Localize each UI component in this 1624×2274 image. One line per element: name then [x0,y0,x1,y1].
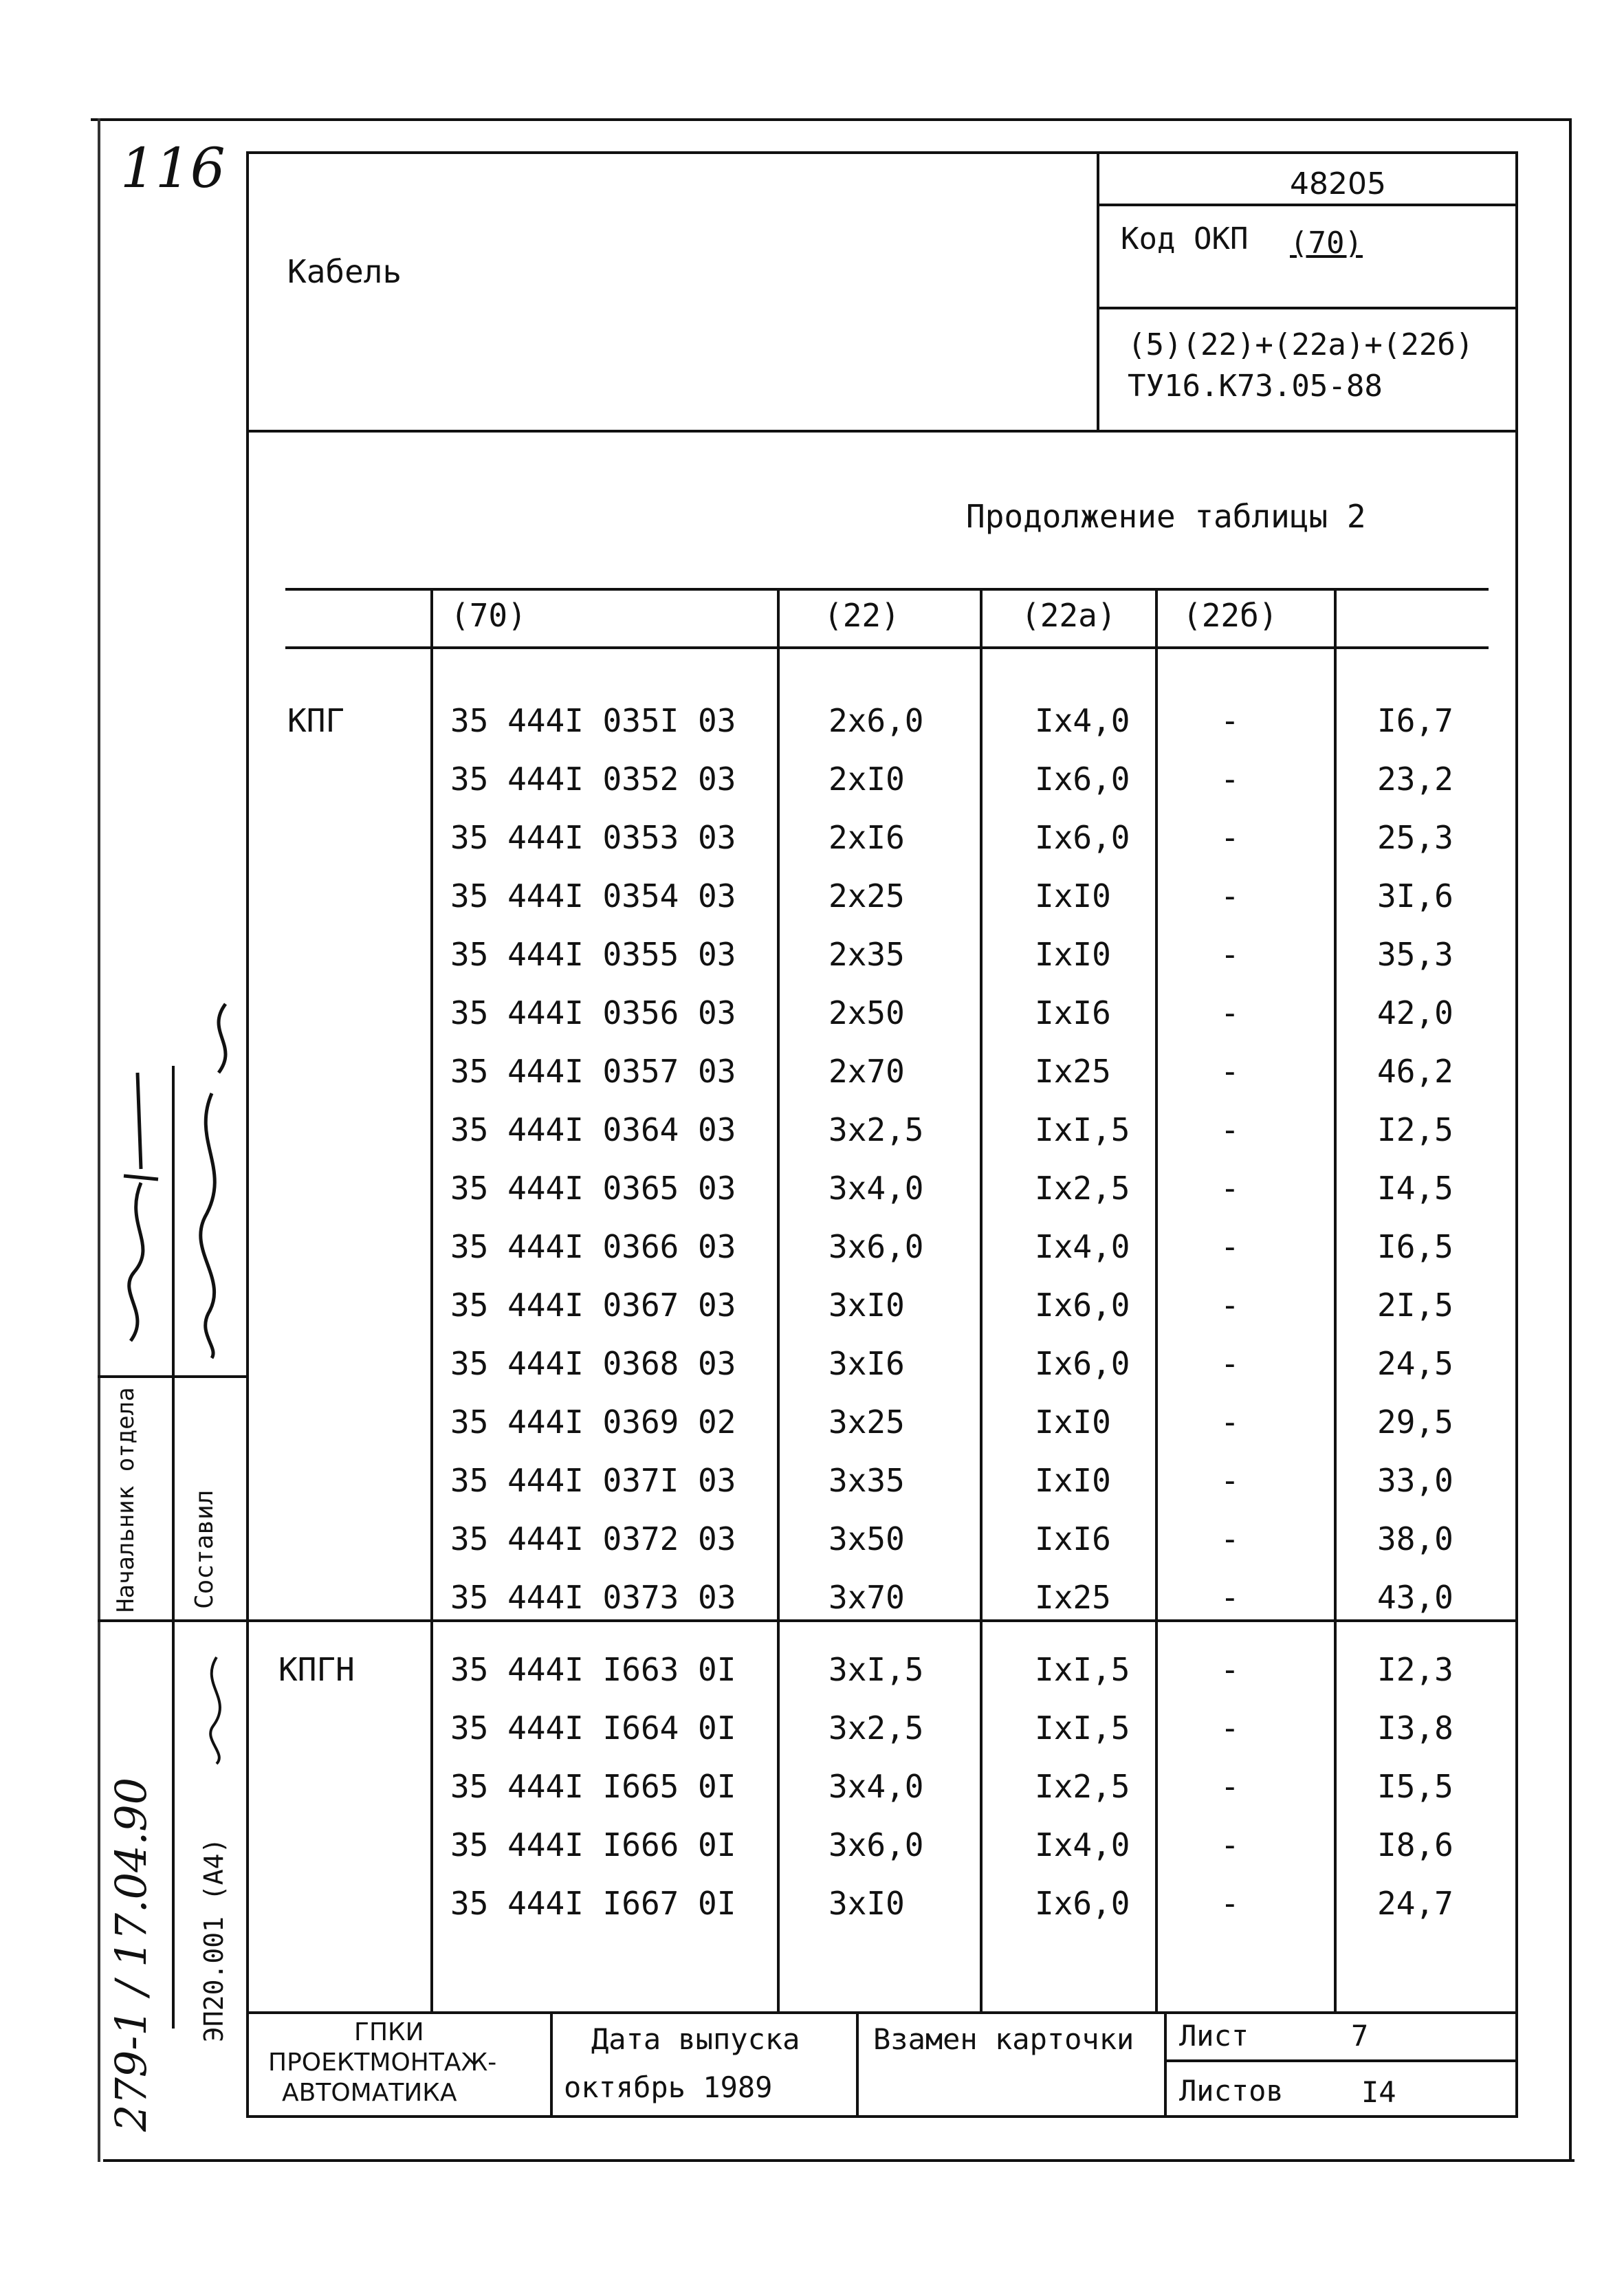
group-label-kpgn: КПГН [278,1651,355,1688]
cell-22: 3х2,5 [829,1111,924,1148]
cell-22a: IхI,5 [1035,1651,1130,1688]
table-col-line-1 [430,588,433,2011]
cell-22: 2х35 [829,936,905,973]
cell-value: I6,7 [1377,702,1453,739]
cell-value: I8,6 [1377,1826,1453,1863]
cell-22: 3х6,0 [829,1826,924,1863]
cell-code: 35 444I I663 0I [450,1651,736,1688]
table-top-rule [285,588,1489,591]
cell-22b: - [1220,1651,1240,1688]
spec-line-1: (5)(22)+(22а)+(22б) [1128,327,1474,362]
cell-code: 35 444I I665 0I [450,1768,736,1805]
cell-22b: - [1220,1170,1240,1207]
cell-22a: Iх6,0 [1035,1287,1130,1324]
table-col-line-5 [1334,588,1337,2011]
signature-compiler [177,990,246,1362]
inner-frame-bottom [246,2115,1518,2118]
cell-22a: Iх25 [1035,1053,1111,1090]
sheets-label: Листов [1179,2074,1284,2108]
card-title: Кабель [287,253,402,290]
cell-22a: Iх4,0 [1035,1228,1130,1265]
cell-code: 35 444I 0357 03 [450,1053,736,1090]
cell-value: 23,2 [1377,761,1453,798]
spec-line-2: ТУ16.К73.05-88 [1128,369,1383,404]
cell-22b: - [1220,877,1240,915]
cell-22: 3хI0 [829,1885,905,1922]
cell-value: I4,5 [1377,1170,1453,1207]
inner-frame-left [246,151,249,2118]
cell-22a: IхI6 [1035,994,1111,1031]
cell-value: 33,0 [1377,1462,1453,1499]
signature-small [193,1650,241,1767]
side-strip-divider [172,1066,175,2029]
cell-22: 3х70 [829,1579,905,1616]
footer-col-line-2 [856,2011,859,2116]
cell-value: 43,0 [1377,1579,1453,1616]
okp-value: (70) [1290,226,1363,261]
header-divider [246,430,1518,433]
cell-value: 42,0 [1377,994,1453,1031]
cell-code: 35 444I 0369 02 [450,1403,736,1441]
cell-22a: Iх6,0 [1035,1345,1130,1382]
cell-22: 2хI0 [829,761,905,798]
cell-22b: - [1220,1709,1240,1747]
cell-code: 35 444I 0368 03 [450,1345,736,1382]
cell-value: I6,5 [1377,1228,1453,1265]
cell-22a: Iх6,0 [1035,819,1130,856]
cell-code: 35 444I I667 0I [450,1885,736,1922]
cell-code: 35 444I 0372 03 [450,1520,736,1557]
org-line-2: ПРОЕКТМОНТАЖ- [268,2048,497,2077]
cell-22: 2х6,0 [829,702,924,739]
col-header-70: (70) [450,597,527,634]
cell-value: 38,0 [1377,1520,1453,1557]
handwritten-reference: 279-1 / 17.04.90 [106,1777,156,2132]
header-right-line-2 [1097,307,1517,309]
head-of-department-label: Начальник отдела [112,1387,140,1612]
group-separator [246,1619,1518,1622]
cell-22: 3х35 [829,1462,905,1499]
cell-22b: - [1220,1345,1240,1382]
outer-frame-top [91,118,1570,121]
cell-value: I5,5 [1377,1768,1453,1805]
cell-22a: IхI,5 [1035,1111,1130,1148]
cell-22b: - [1220,702,1240,739]
table-col-line-2 [777,588,780,2011]
table-header-rule [285,646,1489,649]
col-header-22: (22) [824,597,900,634]
cell-value: 3I,6 [1377,877,1453,915]
cell-22a: IхI0 [1035,877,1111,915]
cell-22a: IхI0 [1035,1403,1111,1441]
code-number: 48205 [1290,166,1386,201]
sheets-value: I4 [1361,2075,1396,2109]
cell-22b: - [1220,1403,1240,1441]
cell-22b: - [1220,936,1240,973]
cell-22b: - [1220,1287,1240,1324]
cell-code: 35 444I I664 0I [450,1709,736,1747]
cell-value: 35,3 [1377,936,1453,973]
cell-22b: - [1220,1885,1240,1922]
table-caption: Продолжение таблицы 2 [966,498,1366,535]
signature-head [110,1066,172,1355]
cell-22a: Iх4,0 [1035,702,1130,739]
cell-code: 35 444I 0373 03 [450,1579,736,1616]
cell-22: 3хI,5 [829,1651,924,1688]
cell-22a: Iх4,0 [1035,1826,1130,1863]
group-label-kpg: КПГ [287,702,345,739]
cell-code: 35 444I 0364 03 [450,1111,736,1148]
okp-label: Код ОКП [1121,221,1249,256]
org-line-3: АВТОМАТИКА [282,2079,457,2107]
cell-22b: - [1220,1228,1240,1265]
cell-value: 46,2 [1377,1053,1453,1090]
sheet-label: Лист [1179,2019,1249,2053]
cell-code: 35 444I I666 0I [450,1826,736,1863]
cell-code: 35 444I 0354 03 [450,877,736,915]
outer-frame-bottom [103,2159,1574,2162]
cell-22b: - [1220,1768,1240,1805]
table-col-line-3 [980,588,983,2011]
cell-22: 3хI6 [829,1345,905,1382]
cell-code: 35 444I 0355 03 [450,936,736,973]
cell-value: 24,7 [1377,1885,1453,1922]
document-code: ЭП20.001 (А4) [199,1837,229,2042]
cell-value: I2,5 [1377,1111,1453,1148]
org-line-1: ГПКИ [354,2018,424,2046]
cell-value: I3,8 [1377,1709,1453,1747]
cell-22a: Iх2,5 [1035,1170,1130,1207]
cell-22b: - [1220,1826,1240,1863]
inner-frame-top [246,151,1518,154]
cell-22: 3х4,0 [829,1170,924,1207]
cell-22: 2х25 [829,877,905,915]
cell-22: 2х70 [829,1053,905,1090]
inner-frame-right [1515,151,1518,2118]
header-vertical-divider [1097,151,1099,432]
cell-22b: - [1220,819,1240,856]
cell-22: 3х2,5 [829,1709,924,1747]
header-right-line-1 [1097,204,1517,206]
cell-22: 3хI0 [829,1287,905,1324]
cell-22a: Iх2,5 [1035,1768,1130,1805]
cell-code: 35 444I 0366 03 [450,1228,736,1265]
cell-22b: - [1220,1053,1240,1090]
release-value: октябрь 1989 [564,2070,773,2104]
replaces-label: Взамен карточки [873,2022,1134,2056]
cell-code: 35 444I 037I 03 [450,1462,736,1499]
cell-22a: Iх6,0 [1035,761,1130,798]
side-strip-top [98,1375,248,1378]
release-label: Дата выпуска [591,2022,800,2056]
cell-22a: IхI0 [1035,1462,1111,1499]
cell-22b: - [1220,761,1240,798]
cell-22b: - [1220,1462,1240,1499]
cell-value: 2I,5 [1377,1287,1453,1324]
cell-22b: - [1220,994,1240,1031]
cell-22b: - [1220,1579,1240,1616]
cell-22a: IхI,5 [1035,1709,1130,1747]
outer-frame-left [98,118,100,2162]
cell-22: 3х25 [829,1403,905,1441]
table-col-line-4 [1155,588,1158,2011]
cell-value: 25,3 [1377,819,1453,856]
cell-code: 35 444I 035I 03 [450,702,736,739]
cell-22: 2хI6 [829,819,905,856]
cell-code: 35 444I 0352 03 [450,761,736,798]
cell-code: 35 444I 0353 03 [450,819,736,856]
cell-code: 35 444I 0356 03 [450,994,736,1031]
cell-value: 29,5 [1377,1403,1453,1441]
col-header-22a: (22а) [1021,597,1117,634]
cell-22a: IхI0 [1035,936,1111,973]
compiled-by-label: Составил [190,1489,219,1609]
cell-22b: - [1220,1520,1240,1557]
side-strip-bottom [98,1619,248,1622]
corner-page-number: 116 [120,136,226,200]
cell-22: 2х50 [829,994,905,1031]
cell-value: 24,5 [1377,1345,1453,1382]
col-header-22b: (22б) [1183,597,1278,634]
cell-22: 3х4,0 [829,1768,924,1805]
cell-value: I2,3 [1377,1651,1453,1688]
cell-22b: - [1220,1111,1240,1148]
footer-top-rule [246,2011,1518,2014]
outer-frame-right [1569,118,1572,2162]
footer-sheet-divider [1164,2059,1516,2062]
cell-22: 3х50 [829,1520,905,1557]
cell-code: 35 444I 0367 03 [450,1287,736,1324]
footer-col-line-1 [550,2011,553,2116]
sheet-value: 7 [1351,2019,1369,2053]
cell-22a: Iх25 [1035,1579,1111,1616]
cell-22a: IхI6 [1035,1520,1111,1557]
cell-22a: Iх6,0 [1035,1885,1130,1922]
cell-code: 35 444I 0365 03 [450,1170,736,1207]
cell-22: 3х6,0 [829,1228,924,1265]
footer-col-line-3 [1164,2011,1167,2116]
